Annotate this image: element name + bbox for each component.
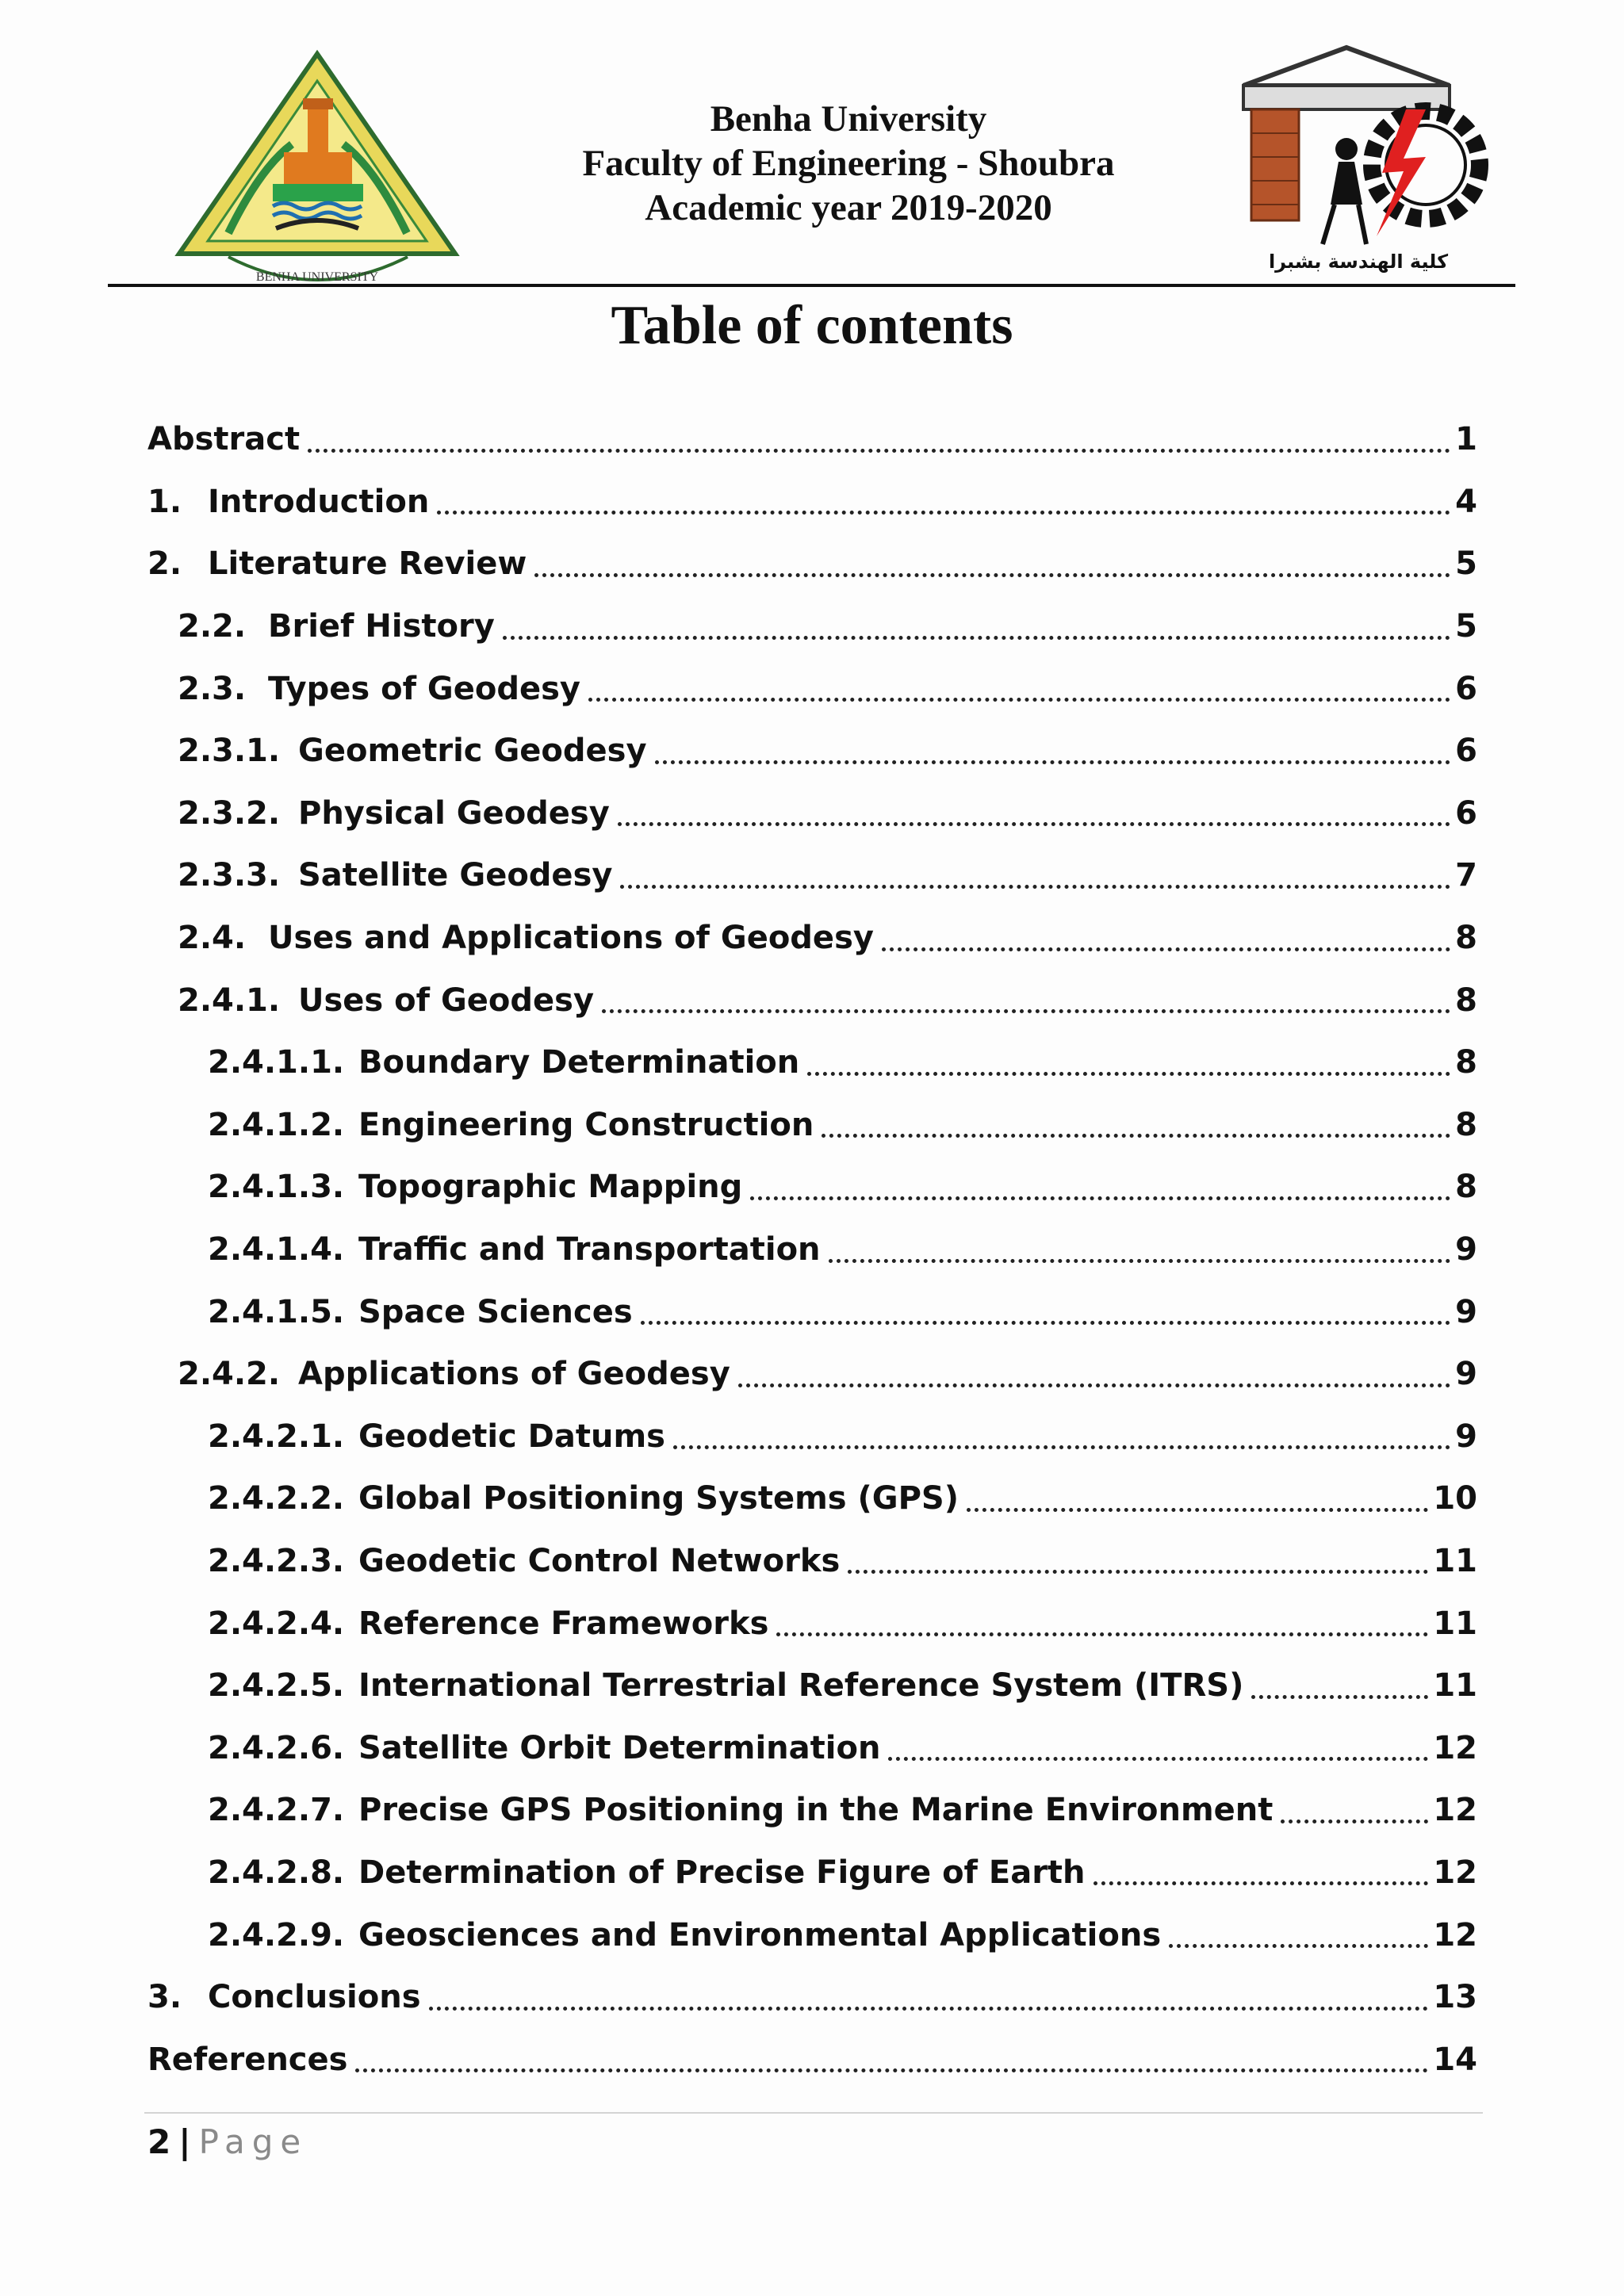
toc-entry-number: 2.2. [178, 608, 247, 645]
toc-dot-leader [1094, 1881, 1429, 1885]
toc-entry[interactable] [147, 1530, 1477, 1593]
toc-entry[interactable] [147, 720, 1477, 783]
toc-entry-page-number: 12 [1433, 1916, 1477, 1954]
toc-entry-page-number: 5 [1455, 545, 1477, 583]
toc-entry-title: Traffic and Transportation [358, 1231, 821, 1269]
faculty-of-engineering-logo-icon [1228, 38, 1489, 284]
toc-entry-number: 2.4.2.6. [208, 1729, 345, 1766]
toc-entry[interactable] [147, 1904, 1477, 1966]
toc-entry-page-number: 9 [1455, 1356, 1477, 1393]
toc-entry-number: 2.4.2.5. [208, 1667, 345, 1705]
toc-entry-title: Satellite Geodesy [298, 857, 613, 894]
toc-entry-number: 2.4.2.3. [208, 1542, 345, 1579]
toc-entry[interactable] [147, 1094, 1477, 1157]
toc-entry-title: Applications of Geodesy [298, 1356, 730, 1393]
toc-dot-leader [437, 511, 1450, 515]
toc-dot-leader [588, 698, 1450, 702]
toc-entry-title: Reference Frameworks [358, 1605, 769, 1642]
toc-entry-number: 2.4. [178, 920, 247, 957]
toc-entry-title: References [147, 2041, 348, 2078]
toc-entry-title: Space Sciences [358, 1293, 633, 1330]
toc-dot-leader [673, 1445, 1450, 1449]
header-divider [108, 284, 1515, 287]
toc-entry-number: 2. [147, 545, 182, 583]
toc-entry-number: 2.3.1. [178, 733, 281, 770]
toc-entry-number: 2.4.1.4. [208, 1231, 345, 1269]
benha-university-seal-icon [173, 49, 462, 287]
toc-entry-page-number: 11 [1433, 1667, 1477, 1705]
toc-entry-title: Engineering Construction [358, 1106, 814, 1143]
toc-entry-title: International Terrestrial Reference System (ITRS) [358, 1667, 1244, 1705]
toc-dot-leader [882, 947, 1450, 951]
toc-entry[interactable] [147, 1280, 1477, 1343]
toc-dot-leader [750, 1196, 1450, 1200]
toc-entry-title: Determination of Precise Figure of Earth [358, 1854, 1086, 1891]
toc-dot-leader [776, 1632, 1428, 1636]
toc-entry-page-number: 7 [1455, 857, 1477, 894]
toc-entry[interactable] [147, 783, 1477, 845]
toc-dot-leader [655, 760, 1451, 764]
toc-dot-leader [641, 1321, 1450, 1325]
toc-dot-leader [822, 1134, 1450, 1138]
toc-entry-page-number: 6 [1455, 670, 1477, 707]
toc-entry-page-number: 8 [1455, 982, 1477, 1019]
toc-entry-page-number: 12 [1433, 1792, 1477, 1829]
toc-entry-number: 2.4.2.7. [208, 1792, 345, 1829]
toc-dot-leader [738, 1383, 1450, 1387]
toc-entry-page-number: 8 [1455, 1169, 1477, 1206]
toc-entry-title: Types of Geodesy [268, 670, 581, 707]
toc-dot-leader [503, 636, 1450, 640]
toc-entry[interactable] [147, 408, 1477, 471]
header-academic-year: Academic year 2019-2020 [645, 187, 1052, 228]
toc-entry-title: Geodetic Control Networks [358, 1542, 841, 1579]
toc-entry-number: 2.4.2.9. [208, 1916, 345, 1954]
footer-page-word: Page [198, 2122, 308, 2161]
toc-entry-page-number: 8 [1455, 920, 1477, 957]
toc-dot-leader [618, 822, 1450, 826]
toc-entry-title: Uses and Applications of Geodesy [268, 920, 874, 957]
table-of-contents [147, 408, 1477, 2091]
faculty-logo-caption: كلية الهندسة بشبرا [1268, 251, 1449, 273]
toc-entry-title: Geosciences and Environmental Applications [358, 1916, 1162, 1954]
toc-entry-page-number: 4 [1455, 483, 1477, 520]
toc-entry-number: 2.4.1. [178, 982, 281, 1019]
footer-page-number: 2 [147, 2122, 171, 2161]
toc-dot-leader [888, 1757, 1428, 1761]
toc-entry-title: Topographic Mapping [358, 1169, 743, 1206]
toc-dot-leader [355, 2068, 1428, 2072]
toc-entry[interactable] [147, 657, 1477, 720]
toc-entry-number: 2.3.3. [178, 857, 281, 894]
page-title: Table of contents [611, 295, 1013, 356]
toc-entry[interactable] [147, 1655, 1477, 1717]
toc-entry-number: 2.4.1.2. [208, 1106, 345, 1143]
toc-entry-title: Literature Review [208, 545, 527, 583]
toc-entry-number: 2.4.2.1. [208, 1418, 345, 1455]
toc-dot-leader [967, 1508, 1428, 1512]
toc-entry[interactable] [147, 1779, 1477, 1842]
toc-entry[interactable] [147, 1592, 1477, 1655]
university-header [476, 97, 1221, 230]
footer-divider [144, 2112, 1483, 2114]
toc-entry-title: Uses of Geodesy [298, 982, 595, 1019]
toc-entry[interactable] [147, 1842, 1477, 1904]
toc-entry-title: Physical Geodesy [298, 794, 610, 832]
toc-dot-leader [429, 2007, 1429, 2011]
toc-entry[interactable] [147, 969, 1477, 1031]
toc-entry-number: 2.4.1.5. [208, 1293, 345, 1330]
toc-dot-leader [534, 573, 1450, 577]
toc-entry-page-number: 1 [1455, 421, 1477, 458]
toc-entry[interactable] [147, 1716, 1477, 1779]
toc-entry[interactable] [147, 1219, 1477, 1281]
toc-entry[interactable] [147, 907, 1477, 970]
toc-entry[interactable] [147, 471, 1477, 534]
toc-entry-number: 2.4.2. [178, 1356, 281, 1393]
toc-entry-number: 2.4.2.2. [208, 1480, 345, 1517]
toc-entry-page-number: 11 [1433, 1605, 1477, 1642]
toc-entry-number: 2.4.1.3. [208, 1169, 345, 1206]
footer-separator: | [178, 2122, 191, 2161]
toc-dot-leader [620, 885, 1450, 889]
toc-entry-title: Precise GPS Positioning in the Marine Environment [358, 1792, 1274, 1829]
toc-entry[interactable] [147, 595, 1477, 658]
toc-entry-page-number: 14 [1433, 2041, 1477, 2078]
toc-entry-page-number: 12 [1433, 1729, 1477, 1766]
toc-entry-title: Abstract [147, 421, 301, 458]
toc-entry-title: Conclusions [208, 1979, 421, 2016]
toc-entry[interactable] [147, 1406, 1477, 1468]
toc-dot-leader [829, 1259, 1451, 1263]
toc-entry-page-number: 12 [1433, 1854, 1477, 1891]
toc-entry-title: Geometric Geodesy [298, 733, 647, 770]
seal-caption: BENHA UNIVERSITY [255, 270, 379, 284]
toc-entry-number: 2.4.1.1. [208, 1044, 345, 1081]
toc-entry-number: 2.3. [178, 670, 247, 707]
toc-entry-number: 2.4.2.8. [208, 1854, 345, 1891]
toc-entry-page-number: 6 [1455, 733, 1477, 770]
toc-entry[interactable] [147, 1468, 1477, 1530]
toc-dot-leader [1169, 1944, 1428, 1948]
toc-dot-leader [1251, 1695, 1428, 1699]
toc-entry-number: 1. [147, 483, 182, 520]
toc-dot-leader [602, 1009, 1450, 1013]
toc-dot-leader [1281, 1820, 1428, 1823]
toc-entry-title: Geodetic Datums [358, 1418, 665, 1455]
toc-entry-page-number: 13 [1433, 1979, 1477, 2016]
page-footer [147, 2118, 308, 2166]
toc-entry[interactable] [147, 1156, 1477, 1219]
toc-entry-page-number: 5 [1455, 608, 1477, 645]
toc-entry[interactable] [147, 1343, 1477, 1406]
toc-entry-number: 2.3.2. [178, 794, 281, 832]
toc-entry[interactable] [147, 1031, 1477, 1094]
toc-dot-leader [807, 1072, 1450, 1076]
toc-dot-leader [308, 449, 1450, 453]
header-faculty-name: Faculty of Engineering - Shoubra [582, 143, 1115, 184]
toc-entry-page-number: 10 [1433, 1480, 1477, 1517]
toc-entry-page-number: 8 [1455, 1106, 1477, 1143]
toc-entry-title: Brief History [268, 608, 495, 645]
toc-entry[interactable] [147, 2028, 1477, 2091]
toc-entry-page-number: 9 [1455, 1293, 1477, 1330]
toc-entry-page-number: 9 [1455, 1231, 1477, 1269]
toc-entry-number: 3. [147, 1979, 182, 2016]
toc-entry-title: Boundary Determination [358, 1044, 800, 1081]
toc-dot-leader [848, 1570, 1428, 1574]
toc-entry[interactable] [147, 1966, 1477, 2029]
toc-entry-title: Satellite Orbit Determination [358, 1729, 881, 1766]
toc-entry[interactable] [147, 533, 1477, 595]
toc-entry-page-number: 6 [1455, 794, 1477, 832]
toc-entry-page-number: 9 [1455, 1418, 1477, 1455]
toc-entry-page-number: 11 [1433, 1542, 1477, 1579]
header-university-name: Benha University [710, 98, 987, 140]
toc-entry-title: Introduction [208, 483, 430, 520]
toc-entry-page-number: 8 [1455, 1044, 1477, 1081]
toc-entry-number: 2.4.2.4. [208, 1605, 345, 1642]
toc-entry[interactable] [147, 844, 1477, 907]
toc-entry-title: Global Positioning Systems (GPS) [358, 1480, 959, 1517]
